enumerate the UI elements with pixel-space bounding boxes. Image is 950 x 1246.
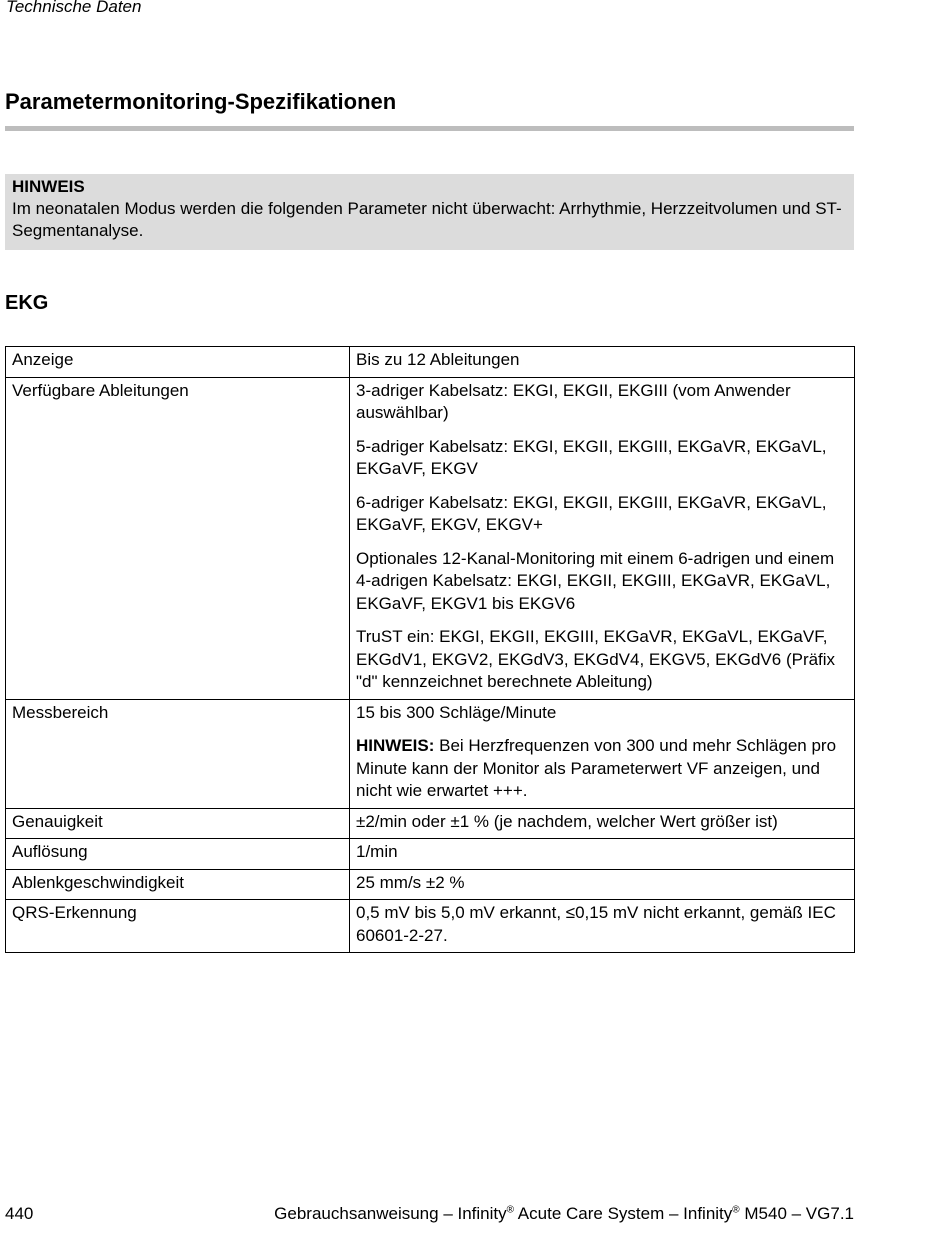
section-title: Parametermonitoring-Spezifikationen xyxy=(5,89,397,114)
row-label: Ablenkgeschwindigkeit xyxy=(6,869,350,900)
row-label: Anzeige xyxy=(6,347,350,378)
row-value xyxy=(350,699,855,808)
row-label: Auflösung xyxy=(6,839,350,870)
value-text: 5-adriger Kabelsatz: EKGI, EKGII, EKGIII, EKGaVR, EKGaVL, EKGaVF, EKGV xyxy=(356,436,827,478)
ekg-title: EKG xyxy=(5,292,49,314)
value-text: 15 bis 300 Schläge/Minute xyxy=(356,702,557,722)
registered-mark: ® xyxy=(732,1204,740,1216)
row-value xyxy=(350,347,855,378)
table-row xyxy=(6,377,855,699)
row-label: Genauigkeit xyxy=(6,808,350,839)
row-value xyxy=(350,869,855,900)
table-row xyxy=(6,699,855,808)
value-note-label: HINWEIS: xyxy=(356,736,435,755)
note-text: Im neonatalen Modus werden die folgenden Parameter nicht überwacht: Arrhythmie, Herzzeitvolumen und ST-Segmentanalyse. xyxy=(12,199,842,240)
value-text: Optionales 12-Kanal-Monitoring mit einem 6-adrigen und einem 4-adrigen Kabelsatz: EKGI, EKGII, EKGIII, EKGaVR, EKGaVL, EKGaVF, EKGV1 bis EKGV6 xyxy=(356,548,835,613)
title-rule xyxy=(5,126,854,131)
ekg-spec-table xyxy=(5,346,855,953)
row-value xyxy=(350,377,855,699)
table-row xyxy=(6,347,855,378)
value-text: 0,5 mV bis 5,0 mV erkannt, ≤0,15 mV nicht erkannt, gemäß IEC 60601-2-27. xyxy=(356,903,836,945)
table-row xyxy=(6,900,855,953)
footer-doc-title xyxy=(274,1204,854,1224)
page-number: 440 xyxy=(5,1204,34,1223)
row-value xyxy=(350,808,855,839)
value-text: 1/min xyxy=(356,842,398,861)
row-label: Messbereich xyxy=(6,699,350,808)
value-text: Bis zu 12 Ableitungen xyxy=(356,350,520,369)
value-text: 6-adriger Kabelsatz: EKGI, EKGII, EKGIII, EKGaVR, EKGaVL, EKGaVF, EKGV, EKGV+ xyxy=(356,492,827,534)
note-label: HINWEIS xyxy=(12,177,85,196)
registered-mark: ® xyxy=(506,1204,515,1216)
table-row xyxy=(6,808,855,839)
row-value xyxy=(350,900,855,953)
value-text: ±2/min oder ±1 % (je nachdem, welcher Wert größer ist) xyxy=(356,811,778,831)
table-row xyxy=(6,839,855,870)
table-row xyxy=(6,869,855,900)
running-header: Technische Daten xyxy=(6,0,142,16)
value-note xyxy=(356,735,847,803)
note-box xyxy=(5,174,854,250)
value-note-text: Bei Herzfrequenzen von 300 und mehr Schlägen pro Minute kann der Monitor als Parameterwert VF anzeigen, und nicht wie erwartet +++. xyxy=(356,736,837,800)
footer-doc-prefix: Gebrauchsanweisung – Infinity xyxy=(274,1204,507,1223)
row-value xyxy=(350,839,855,870)
value-text: 3-adriger Kabelsatz: EKGI, EKGII, EKGIII (vom Anwender auswählbar) xyxy=(356,380,791,422)
footer-doc-middle: Acute Care System – Infinity xyxy=(514,1204,733,1223)
value-text: 25 mm/s ±2 % xyxy=(356,872,465,892)
row-label: Verfügbare Ableitungen xyxy=(6,377,350,699)
value-text: TruST ein: EKGI, EKGII, EKGIII, EKGaVR, EKGaVL, EKGaVF, EKGdV1, EKGV2, EKGdV3, EKGdV4, EKGV5, EKGdV6 (Präfix "d" kennzeichnet berechnete Ableitung) xyxy=(356,627,836,691)
row-label: QRS-Erkennung xyxy=(6,900,350,953)
footer-doc-suffix: M540 – VG7.1 xyxy=(739,1204,854,1223)
